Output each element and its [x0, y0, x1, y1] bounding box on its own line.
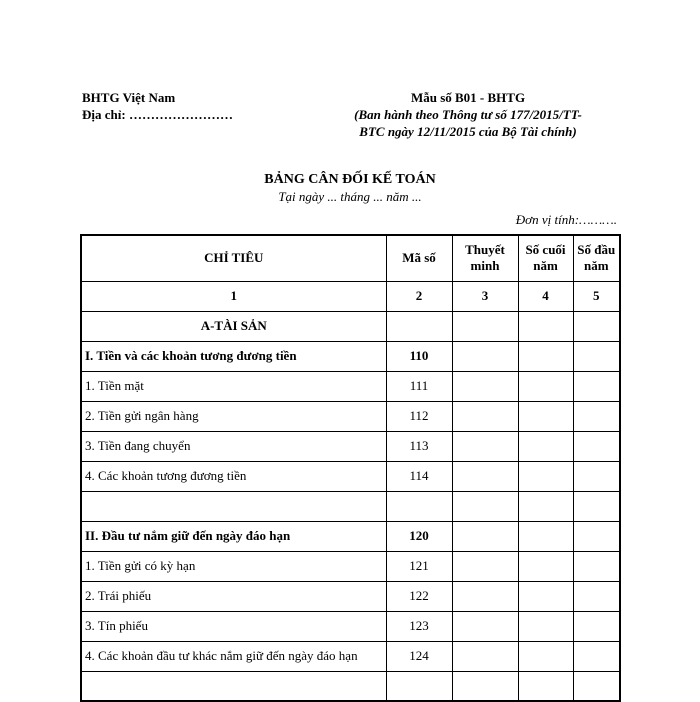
row-beginning-balance: [573, 401, 620, 431]
row-beginning-balance: [573, 371, 620, 401]
row-label: 2. Trái phiếu: [81, 581, 386, 611]
row-ending-balance: [518, 431, 573, 461]
table-row: [81, 371, 620, 401]
row-beginning-balance: [573, 431, 620, 461]
row-label: I. Tiền và các khoản tương đương tiền: [81, 341, 386, 371]
row-code: 114: [386, 461, 452, 491]
row-ending-balance: [518, 611, 573, 641]
header-ending-balance: Số cuối năm: [518, 235, 573, 281]
form-basis-line-2: BTC ngày 12/11/2015 của Bộ Tài chính): [359, 124, 577, 139]
row-code: 113: [386, 431, 452, 461]
row-note: [452, 551, 518, 581]
table-row: [81, 551, 620, 581]
organization-name: BHTG Việt Nam: [82, 90, 176, 105]
header-code: Mã số: [386, 235, 452, 281]
row-code: [386, 311, 452, 341]
form-block: [318, 89, 618, 140]
row-ending-balance: [518, 671, 573, 701]
row-code: [386, 491, 452, 521]
row-label: 3. Tín phiếu: [81, 611, 386, 641]
row-ending-balance: [518, 311, 573, 341]
table-row: [81, 461, 620, 491]
document-title: BẢNG CÂN ĐỐI KẾ TOÁN: [264, 172, 436, 187]
row-beginning-balance: [573, 461, 620, 491]
organization-block: [82, 89, 233, 123]
row-code: [386, 671, 452, 701]
row-note: [452, 431, 518, 461]
row-note: [452, 611, 518, 641]
row-label: 1. Tiền gửi có kỳ hạn: [81, 551, 386, 581]
table-row: [81, 491, 620, 521]
column-number: 2: [386, 281, 452, 311]
row-note: [452, 641, 518, 671]
row-ending-balance: [518, 461, 573, 491]
table-row: [81, 341, 620, 371]
row-label: II. Đầu tư nắm giữ đến ngày đáo hạn: [81, 521, 386, 551]
row-beginning-balance: [573, 311, 620, 341]
row-code: 120: [386, 521, 452, 551]
row-beginning-balance: [573, 521, 620, 551]
row-ending-balance: [518, 401, 573, 431]
header-beginning-balance: Số đầu năm: [573, 235, 620, 281]
row-note: [452, 671, 518, 701]
row-note: [452, 341, 518, 371]
table-row: [81, 641, 620, 671]
table-row: [81, 581, 620, 611]
row-ending-balance: [518, 581, 573, 611]
row-label: A-TÀI SẢN: [81, 311, 386, 341]
column-number: 1: [81, 281, 386, 311]
row-beginning-balance: [573, 491, 620, 521]
row-beginning-balance: [573, 641, 620, 671]
balance-sheet-table: [80, 234, 621, 702]
row-note: [452, 491, 518, 521]
form-code: Mẫu số B01 - BHTG: [410, 90, 526, 105]
table-row: [81, 611, 620, 641]
column-number: 3: [452, 281, 518, 311]
report-date: Tại ngày ... tháng ... năm ...: [278, 189, 422, 204]
row-label: [81, 491, 386, 521]
table-row: [81, 521, 620, 551]
row-code: 123: [386, 611, 452, 641]
column-number: 5: [573, 281, 620, 311]
table-row: [81, 671, 620, 701]
row-code: 112: [386, 401, 452, 431]
row-note: [452, 581, 518, 611]
table-header-row: [81, 235, 620, 281]
row-note: [452, 371, 518, 401]
table-row: [81, 401, 620, 431]
row-label: 4. Các khoản đầu tư khác nắm giữ đến ngày đáo hạn: [81, 641, 386, 671]
row-note: [452, 401, 518, 431]
row-ending-balance: [518, 491, 573, 521]
row-ending-balance: [518, 341, 573, 371]
row-ending-balance: [518, 551, 573, 581]
row-note: [452, 521, 518, 551]
table-row: [81, 431, 620, 461]
row-beginning-balance: [573, 581, 620, 611]
header-note: Thuyết minh: [452, 235, 518, 281]
row-ending-balance: [518, 641, 573, 671]
row-beginning-balance: [573, 551, 620, 581]
column-number: 4: [518, 281, 573, 311]
row-beginning-balance: [573, 341, 620, 371]
table-row: [81, 311, 620, 341]
row-ending-balance: [518, 521, 573, 551]
row-note: [452, 461, 518, 491]
form-basis-line-1: (Ban hành theo Thông tư số 177/2015/TT-: [354, 107, 582, 122]
row-note: [452, 311, 518, 341]
row-beginning-balance: [573, 611, 620, 641]
row-label: 4. Các khoản tương đương tiền: [81, 461, 386, 491]
row-code: 122: [386, 581, 452, 611]
row-label: 2. Tiền gửi ngân hàng: [81, 401, 386, 431]
row-code: 111: [386, 371, 452, 401]
header-indicator: CHỈ TIÊU: [81, 235, 386, 281]
unit-of-measure: Đơn vị tính:……….: [515, 212, 617, 227]
column-number-row: [81, 281, 620, 311]
row-code: 124: [386, 641, 452, 671]
row-label: [81, 671, 386, 701]
organization-address: Địa chỉ: ……………………: [82, 107, 233, 122]
row-beginning-balance: [573, 671, 620, 701]
row-label: 3. Tiền đang chuyển: [81, 431, 386, 461]
row-code: 110: [386, 341, 452, 371]
row-ending-balance: [518, 371, 573, 401]
row-label: 1. Tiền mặt: [81, 371, 386, 401]
row-code: 121: [386, 551, 452, 581]
